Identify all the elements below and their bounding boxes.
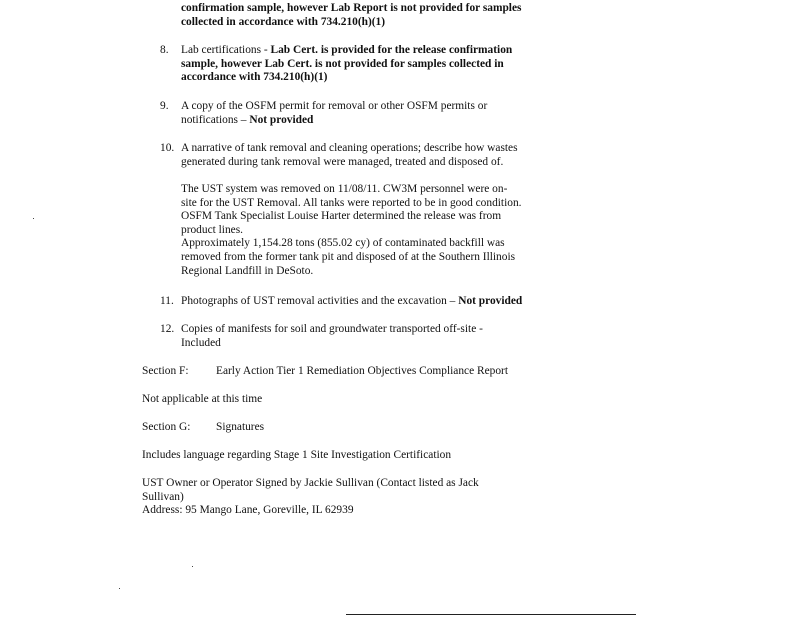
address-line: Address: 95 Mango Lane, Goreville, IL 62939 xyxy=(142,504,354,517)
item-number: 9. xyxy=(160,100,169,112)
section-f-heading xyxy=(142,365,508,379)
item-body xyxy=(181,100,581,127)
item-number: 12. xyxy=(160,323,175,335)
signer-line: UST Owner or Operator Signed by Jackie Sullivan (Contact listed as Jack xyxy=(142,477,479,489)
signer-block xyxy=(142,477,479,518)
item-body xyxy=(181,44,581,85)
section-title: Early Action Tier 1 Remediation Objectives Compliance Report xyxy=(216,365,508,377)
item-line: Copies of manifests for soil and groundwater transported off-site - xyxy=(181,323,483,335)
item-10-narrative xyxy=(181,183,522,278)
section-label: Section G: xyxy=(142,421,191,433)
item-line: sample, however Lab Cert. is not provided for samples collected in xyxy=(181,57,504,70)
signature-line xyxy=(346,614,636,615)
item-7-continuation xyxy=(181,2,521,29)
section-title: Signatures xyxy=(216,421,265,433)
item-line: accordance with 734.210(h)(1) xyxy=(181,71,328,84)
item-body xyxy=(181,323,581,350)
item-line: Photographs of UST removal activities and the excavation – Not provided xyxy=(181,295,523,307)
item-number: 11. xyxy=(160,295,174,307)
item-body xyxy=(181,142,581,169)
item-number: 10. xyxy=(160,142,175,154)
narrative-line: OSFM Tank Specialist Louise Harter determined the release was from xyxy=(181,210,502,223)
narrative-line: Regional Landfill in DeSoto. xyxy=(181,264,314,277)
section-g-note: Includes language regarding Stage 1 Site Investigation Certification xyxy=(142,449,452,461)
item-7-line-1: confirmation sample, however Lab Report is not provided for samples xyxy=(181,2,522,14)
item-line: generated during tank removal were managed, treated and disposed of. xyxy=(181,155,504,168)
section-f-note: Not applicable at this time xyxy=(142,393,263,405)
section-label: Section F: xyxy=(142,365,189,377)
narrative-line: product lines. xyxy=(181,223,244,236)
scan-speck xyxy=(119,588,120,589)
narrative-line: site for the UST Removal. All tanks were reported to be in good condition. xyxy=(181,196,522,209)
item-line: A narrative of tank removal and cleaning operations; describe how wastes xyxy=(181,142,518,154)
item-line: A copy of the OSFM permit for removal or other OSFM permits or xyxy=(181,100,488,112)
scan-speck xyxy=(192,566,193,567)
section-g-heading xyxy=(142,421,264,435)
item-7-line-2: collected in accordance with 734.210(h)(1) xyxy=(181,15,386,28)
item-line: Lab certifications - Lab Cert. is provided for the release confirmation xyxy=(181,44,513,56)
narrative-line: The UST system was removed on 11/08/11. CW3M personnel were on- xyxy=(181,183,508,195)
item-number: 8. xyxy=(160,44,169,56)
narrative-line: Approximately 1,154.28 tons (855.02 cy) of contaminated backfill was xyxy=(181,237,505,250)
scan-speck xyxy=(33,218,34,219)
item-line: Included xyxy=(181,336,221,349)
narrative-line: removed from the former tank pit and disposed of at the Southern Illinois xyxy=(181,250,516,263)
item-body xyxy=(181,295,581,309)
signer-line: Sullivan) xyxy=(142,490,184,503)
item-line: notifications – Not provided xyxy=(181,113,314,126)
